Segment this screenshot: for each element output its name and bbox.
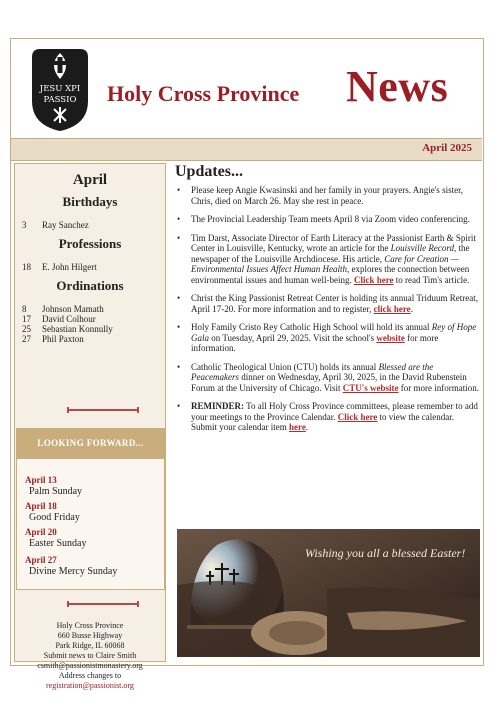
event-date: April 18	[25, 501, 57, 511]
school-website-link[interactable]: website	[376, 332, 405, 343]
divider-ornament	[67, 407, 139, 413]
easter-banner-image	[177, 529, 480, 657]
event-date: April 20	[25, 527, 57, 537]
event-item	[25, 555, 117, 577]
retreat-register-link[interactable]: click here	[373, 303, 411, 314]
issue-date: April 2025	[422, 142, 472, 154]
registration-email-link[interactable]: registration@passionist.org	[46, 681, 134, 690]
emblem-text-line2: PASSIO	[43, 95, 77, 105]
event-name: Palm Sunday	[29, 486, 83, 497]
update-item: • Christ the King Passionist Retreat Center is holding its annual Triduum Retreat, April 17-20. For more information and to register, click here.	[177, 293, 478, 314]
article-link[interactable]: Click here	[353, 274, 394, 285]
event-item	[25, 501, 80, 523]
event-date: April 27	[25, 555, 57, 565]
event-date: April 13	[25, 475, 57, 485]
event-item	[25, 475, 82, 497]
update-item: • Tim Darst, Associate Director of Earth Literacy at the Passionist Earth & Spirit Center in Louisville, Kentucky, wrote an article for the Louisville Record, the newspaper of the Louisville Archdiocese. His article, Care for Creation — Environmental Issues Affect Human Health, explores the connection between environmental issues and human well-being. Click here to read Tim's article.	[177, 232, 476, 285]
looking-forward-box	[16, 458, 165, 590]
emblem-text-line1: JESU XPI	[39, 84, 81, 94]
bullet-icon: •	[177, 322, 181, 332]
submit-calendar-link[interactable]: here	[288, 422, 306, 432]
update-item: • Catholic Theological Union (CTU) holds its annual Blessed are the Peacemakers dinner on Wednesday, April 30, 2025, in the David Rubenstein Forum at the University of Chicago. Visit CTU's website for more information.	[177, 361, 480, 393]
updates-section	[173, 163, 479, 441]
professions-heading: Professions	[58, 236, 122, 251]
bullet-icon: •	[177, 214, 181, 224]
ordinations-heading: Ordinations	[56, 278, 124, 293]
contact-info: Holy Cross Province 660 Busse Highway Park Ridge, IL 60068 Submit news to Claire Smith csmith@passionistmonastery.org Address changes to registration@passionist.org	[15, 621, 165, 691]
update-item: • Please keep Angie Kwasinski and her family in your prayers. Angie's sister, Chris, died on March 26. May she rest in peace.	[177, 185, 463, 206]
event-name: Divine Mercy Sunday	[29, 566, 118, 577]
newsletter-title: News	[346, 62, 449, 111]
event-name: Good Friday	[29, 512, 80, 523]
bullet-icon: •	[177, 232, 181, 243]
event-item	[25, 527, 87, 549]
passionist-emblem-icon	[28, 45, 92, 133]
bullet-icon: •	[177, 293, 181, 303]
sidebar: April Birthdays 3 Ray Sanchez Professions 18 E. John Hilgert Ordinations 8 Johnson Mamath 17 David Colhour 25 Sebastian Konnully 27 Phil Paxton LOOKING FORWARD... April 13 Palm Sunday April 18 Good Friday April 20 Easter Sunday April 27 Divine Mercy Sunday Holy Cross Province 660 Busse Highway Park Ridge, IL 60068 Submit news to Claire Smith csmith@passionistmonastery.org Address changes to registration@passionist.org	[14, 163, 166, 662]
calendar-link[interactable]: Click here	[337, 411, 378, 422]
masthead	[11, 39, 482, 139]
newsletter-page	[10, 38, 484, 690]
event-name: Easter Sunday	[29, 538, 87, 549]
bullet-icon: •	[177, 361, 181, 372]
ctu-website-link[interactable]: CTU's website	[342, 382, 399, 393]
update-item: • The Provincial Leadership Team meets April 8 via Zoom video conferencing.	[177, 214, 470, 224]
divider-ornament	[67, 601, 139, 607]
updates-list	[173, 185, 479, 433]
contact-email-link[interactable]: csmith@passionistmonastery.org	[37, 661, 143, 670]
looking-forward-heading: LOOKING FORWARD...	[16, 428, 165, 458]
birthdays-heading: Birthdays	[62, 194, 118, 209]
bullet-icon: •	[177, 401, 181, 411]
update-item: • REMINDER: To all Holy Cross Province committees, please remember to add your meetings to the Province Calendar. Click here to view the calendar. Submit your calendar item here.	[177, 401, 478, 432]
organization-name: Holy Cross Province	[107, 81, 300, 106]
update-item: • Holy Family Cristo Rey Catholic High School will hold its annual Rey of Hope Gala on Tuesday, April 29, 2025. Visit the school's website for more information.	[177, 322, 477, 353]
sidebar-month: April	[72, 172, 108, 188]
updates-heading: Updates...	[175, 163, 244, 180]
bullet-icon: •	[177, 185, 181, 195]
date-band	[11, 138, 482, 161]
easter-greeting: Wishing you all a blessed Easter!	[305, 546, 466, 560]
